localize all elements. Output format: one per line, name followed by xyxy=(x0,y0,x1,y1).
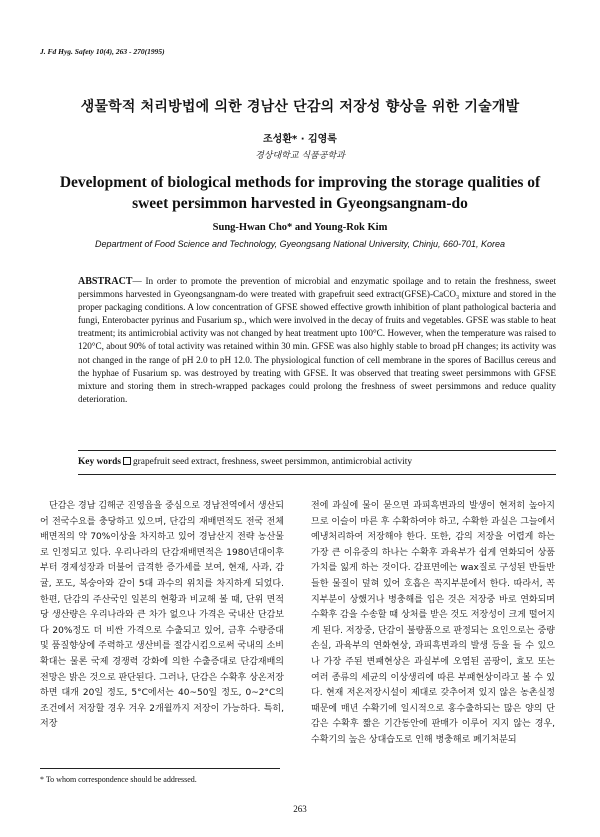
abstract xyxy=(78,275,556,406)
abstract-text: — In order to promote the prevention of microbial and enzymatic spoilage and to retain the freshness, sweet persimmons harvested in Gyeongsangnam-do were treated with grapefruit seed extract(GFSE)-CaCO₃ mixture and stored in the proper packaging conditions. A low concentration of GFSE showed effective growth inhibition of plant pathological bacteria and fungi, Enterobacter pyrinus and Fusarium sp., which were involved in the decay of fruits and vegetables. GFSE was stable to heat treatment; its antimicrobial activity was not changed by heat treatment upto 100°C. However, when the temperature was raised to 120°C, about 90% of total activity was retained within 30 min. GFSE was also highly stable to broad pH changes; its activity was not changed in the range of pH 2.0 to pH 12.0. The physiological function of cell membrane in the spores of Bacillus cereus and the hyphae of Fusarium sp. was destroyed by treating with GFSE. It was observed that treating sweet persimmons with GFSE mixture and storing them in strech-wrapped packages could prolong the freshness of sweet persimmons and reduce quality deterioration. xyxy=(78,276,556,404)
title-english-line2: sweet persimmon harvested in Gyeongsangnam-do xyxy=(132,195,468,212)
footnote-rule xyxy=(40,768,280,769)
title-english xyxy=(30,172,570,214)
footnote: * To whom correspondence should be addressed. xyxy=(40,775,197,784)
page-number: 263 xyxy=(293,804,307,814)
keywords-label: Key words xyxy=(78,457,121,467)
keywords xyxy=(78,457,556,467)
checkbox-square-icon xyxy=(123,457,131,465)
abstract-label: ABSTRACT xyxy=(78,276,133,287)
body-column-left: 단감은 경남 김해군 진영읍을 중심으로 경남전역에서 생산되어 전국수요를 충당하고 있으며, 단감의 재배면적도 전국 전체배면적의 약 70%이상을 차지하고 있어 경남산지 전략 농산물로 인정되고 있다. 우리나라의 단감재배면적은 1980년대이후부터 경제성장과 더불어 급격한 증가세를 보여, 현재, 사과, 감귤, 포도, 복숭아와 같이 5대 과수의 위치를 차지하게 되었다. 한편, 단감의 주산국인 일본의 현황과 비교해 볼 때, 단위 면적당 생산량은 우리나라와 큰 차가 없으나 가격은 국내산 단감보다 20%정도 더 비싼 가격으로 수출되고 있어, 금후 수량증대 및 품질향상에 주력하고 생산비를 절감시킴으로써 국내의 소비확대는 물론 국제 경쟁력 강화에 의한 수출증대로 단감재배의 전망은 밝은 것으로 판단된다. 그러나, 단감은 수확후 상온저장하면 대개 20일 정도, 5°C에서는 40~50일 정도, 0~2°C의 조건에서 저장할 경우 겨우 2개월까지 저장이 가능하다. 특히, 저장 xyxy=(40,501,284,730)
authors-korean: 조성환* · 김영록 xyxy=(263,134,337,145)
title-english-line1: Development of biological methods for improving the storage qualities of xyxy=(59,174,541,191)
title-korean: 생물학적 처리방법에 의한 경남산 단감의 저장성 향상을 위한 기술개발 xyxy=(80,99,520,115)
affiliation-english: Department of Food Science and Technology, Gyeongsang National University, Chinju, 660-701, Korea xyxy=(94,239,506,249)
keywords-bottom-rule xyxy=(78,474,556,475)
keywords-text: grapefruit seed extract, freshness, sweet persimmon, antimicrobial activity xyxy=(132,457,413,467)
keywords-top-rule xyxy=(78,450,556,451)
journal-citation: J. Fd Hyg. Safety 10(4), 263 - 270(1995) xyxy=(40,47,165,56)
body-column-right: 전에 과실에 물이 묻으면 과피흑변과의 발생이 현저히 높아지므로 이슬이 마른 후 수확하여야 하고, 수확한 과실은 그늘에서 예냉처리하여 저장해야 한다. 또한, 감의 저장을 어렵게 하는 가장 큰 이유중의 하나는 수확후 과육부가 쉽게 연화되어 상품가치를 잃게 하는 것이다. 감표면에는 wax질로 구성된 반들반들한 물질이 덮혀 있어 호흡은 꼭지부분에서 한다. 따라서, 꼭지부분이 상했거나 병충해를 입은 것은 저장중 바로 연화되며 수확후 감을 수송할 때 상처를 받은 것도 저장성이 크게 떨어지게 된다. 저장중, 단감이 불량품으로 판정되는 요인으로는 중량손실, 과육부의 연화현상, 과피흑변과의 발생 등을 들 수 있으나 가장 주된 변패현상은 과실부에 오염된 곰팡이, 효모 또는 여러 종류의 세균의 이상생리에 따른 부패현상이라고 볼 수 있다. 현재 저온저장시설이 제대로 갖추어져 있지 않은 농촌실정때문에 매년 수확기에 일시적으로 홍수출하되는 많은 양의 단감은 수확후 짧은 기간동안에 판매가 이루어 지지 않는 경우, 수확기의 높은 상대습도로 인해 병충해로 폐기처분되 xyxy=(311,501,555,745)
authors-english: Sung-Hwan Cho* and Young-Rok Kim xyxy=(212,222,388,233)
affiliation-korean: 경상대학교 식품공학과 xyxy=(255,151,345,161)
